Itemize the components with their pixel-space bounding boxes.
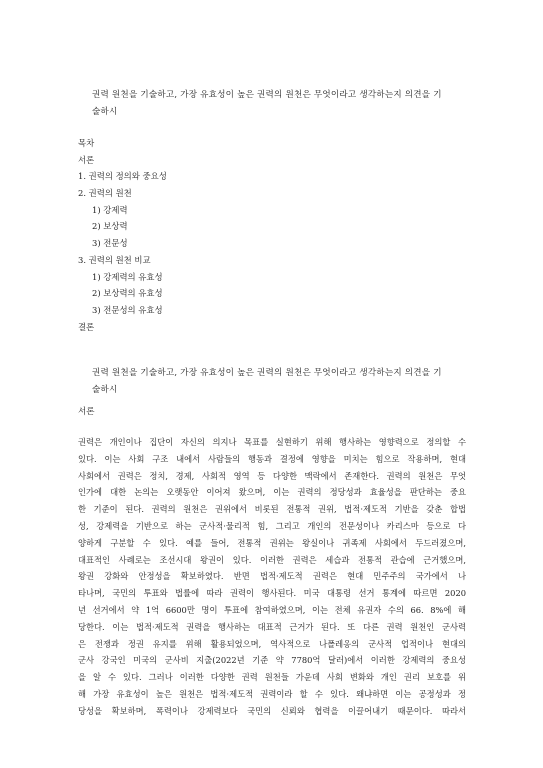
- paragraph-line: 왕권 강화와 안정성을 확보하였다. 반면 법적·제도적 권력은 현대 민주주의 국가에서 나: [78, 571, 466, 582]
- paragraph-line: 년 선거에서 약 1억 6600만 명이 투표에 참여하였으며, 이는 전체 유권자 수의 66. 8%에 해: [78, 604, 466, 615]
- toc-item-3-3: 3) 전문성의 유효성: [92, 304, 163, 315]
- title-line: 권력 원천을 기술하고, 가장 유효성이 높은 권력의 원천은 무엇이라고 생각하는지 의견을 기: [92, 90, 442, 100]
- toc-item-2-2: 2) 보상력: [92, 221, 128, 232]
- paragraph-line: 을 알 수 있다. 그러나 이러한 다양한 권력 원천들 가운데 사회 변화와 개인 권리 보호를 위: [78, 672, 466, 683]
- paragraph-line: 인가에 대한 논의는 오랫동안 이어져 왔으며, 이는 권력의 정당성과 효율성을 판단하는 중요: [78, 487, 466, 498]
- document-title: [92, 87, 462, 121]
- toc-item-2: 2. 권력의 원천: [78, 188, 132, 199]
- paragraph-line: 은 전쟁과 정권 유지를 위해 활용되었으며, 역사적으로 나폴레옹의 군사적 업적이나 현대의: [78, 638, 466, 649]
- toc-item-3-1: 1) 강제력의 유효성: [92, 271, 163, 282]
- toc-item-3-2: 2) 보상력의 유효성: [92, 288, 163, 299]
- table-of-contents: [78, 135, 378, 335]
- paragraph-line: 권력은 개인이나 집단이 자신의 의지나 목표를 실현하기 위해 행사하는 영향력으로 정의할 수: [78, 437, 466, 447]
- toc-item-3: 3. 권력의 원천 비교: [78, 254, 151, 265]
- paragraph-line: 있다. 이는 사회 구조 내에서 사람들의 행동과 결정에 영향을 미치는 힘으로 작용하며, 현대: [78, 453, 466, 464]
- paragraph-line: 타나며, 국민의 투표와 법률에 따라 권력이 행사된다. 미국 대통령 선거 통계에 따르면 2020: [78, 588, 466, 599]
- paragraph-line: 성, 강제력을 기반으로 하는 군사적·물리적 힘, 그리고 개인의 전문성이나 카리스마 등으로 다: [78, 520, 466, 531]
- title-line: 술하시: [92, 385, 118, 395]
- toc-item-2-1: 1) 강제력: [92, 204, 128, 215]
- paragraph-line: 양하게 구분할 수 있다. 예를 들어, 전통적 권위는 왕실이나 귀족제 사회에서 두드러졌으며,: [78, 537, 466, 548]
- paragraph-line: 해 가장 유효성이 높은 원천은 법적·제도적 권력이라 할 수 있다. 왜냐하면 이는 공정성과 정: [78, 688, 466, 699]
- toc-item-intro: 서론: [78, 154, 95, 165]
- title-line: 권력 원천을 기술하고, 가장 유효성이 높은 권력의 원천은 무엇이라고 생각하는지 의견을 기: [92, 368, 442, 378]
- body-paragraph: [78, 434, 466, 720]
- paragraph-line: 한 기준이 된다. 권력의 원천은 권위에서 비롯된 전통적 권위, 법적·제도적 기반을 갖춘 합법: [78, 504, 466, 515]
- toc-item-conclusion: 결론: [78, 321, 95, 332]
- paragraph-line: 당성을 확보하며, 폭력이나 강제력보다 국민의 신뢰와 협력을 이끌어내기 때문이다. 따라서: [78, 705, 466, 716]
- paragraph-line: 당한다. 이는 법적·제도적 권력을 행사하는 대표적 근거가 된다. 또 다른 권력 원천인 군사력: [78, 621, 466, 632]
- section-heading-intro: 서론: [78, 407, 95, 417]
- toc-item-1: 1. 권력의 정의와 중요성: [78, 171, 167, 182]
- paragraph-line: 사회에서 권력은 정치, 경제, 사회적 영역 등 다양한 맥락에서 존재한다. 권력의 원천은 무엇: [78, 470, 466, 481]
- paragraph-line: 대표적인 사례로는 조선시대 왕권이 있다. 이러한 권력은 세습과 전통적 관습에 근거했으며,: [78, 554, 466, 565]
- title-line: 술하시: [92, 107, 118, 117]
- body-title: [92, 365, 462, 399]
- paragraph-line: 군사 강국인 미국의 군사비 지출(2022년 기준 약 7780억 달러)에서 이러한 강제력의 중요성: [78, 655, 466, 666]
- toc-heading: 목차: [78, 138, 95, 148]
- toc-item-2-3: 3) 전문성: [92, 238, 128, 249]
